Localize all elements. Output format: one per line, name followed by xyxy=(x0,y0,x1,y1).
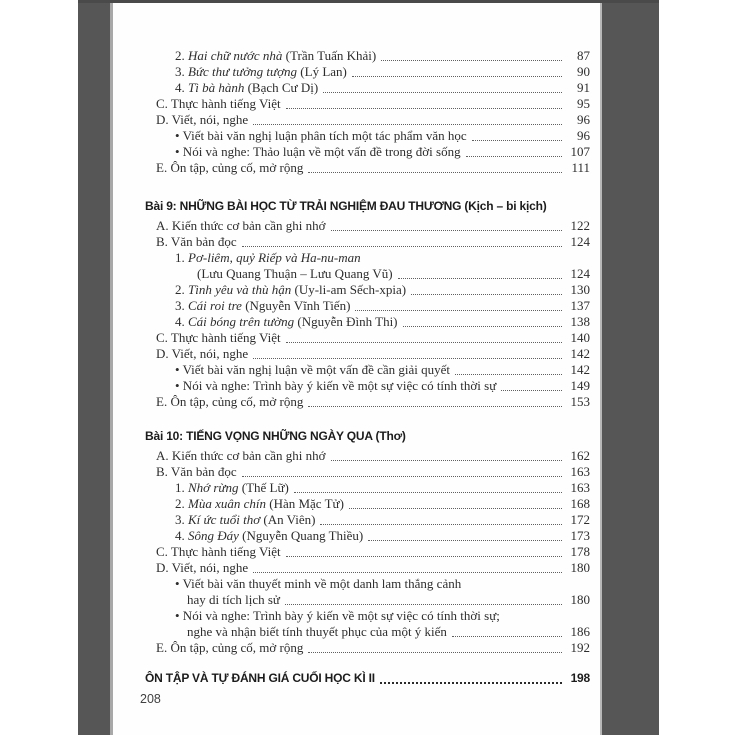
page-ref: 162 xyxy=(570,448,590,463)
page-ref: 90 xyxy=(577,64,590,79)
entry-label: • Viết bài văn nghị luận phân tích một tác phẩm văn học xyxy=(175,128,467,143)
toc-entry xyxy=(113,266,590,282)
toc-entry xyxy=(113,160,590,176)
entry-label: Bài 10: TIẾNG VỌNG NHỮNG NGÀY QUA (Thơ) xyxy=(145,429,406,443)
toc-entry xyxy=(113,282,590,298)
leader-dots xyxy=(349,508,562,509)
leader-dots xyxy=(286,342,562,343)
page-ref: 163 xyxy=(570,480,590,495)
page-number: 208 xyxy=(140,692,161,706)
page-ref: 149 xyxy=(570,378,590,393)
leader-dots xyxy=(286,556,562,557)
entry-label: 3. Cái roi tre (Nguyễn Vĩnh Tiến) xyxy=(175,298,351,313)
page-ref: 192 xyxy=(570,640,590,655)
leader-dots xyxy=(403,326,562,327)
toc-entry xyxy=(113,298,590,314)
leader-dots xyxy=(286,108,562,109)
entry-label: D. Viết, nói, nghe xyxy=(156,112,249,127)
page-ref: 168 xyxy=(570,496,590,511)
entry-label: D. Viết, nói, nghe xyxy=(156,346,249,361)
leader-dots xyxy=(455,374,562,375)
page-ref: 130 xyxy=(570,282,590,297)
toc-entry xyxy=(113,80,590,96)
entry-label: A. Kiến thức cơ bản cần ghi nhớ xyxy=(156,448,326,463)
entry-label: E. Ôn tập, củng cố, mở rộng xyxy=(156,160,304,175)
toc-entry xyxy=(113,330,590,346)
entry-label: • Viết bài văn nghị luận về một vấn đề cần giải quyết xyxy=(175,362,451,377)
toc-entry xyxy=(113,448,590,464)
leader-dots xyxy=(380,682,562,684)
entry-label: • Nói và nghe: Thảo luận về một vấn đề trong đời sống xyxy=(175,144,461,159)
page-ref: 180 xyxy=(570,560,590,575)
toc-entry xyxy=(113,128,590,144)
toc-list xyxy=(113,3,600,687)
entry-label: ÔN TẬP VÀ TỰ ĐÁNH GIÁ CUỐI HỌC KÌ II xyxy=(145,671,375,685)
toc-entry xyxy=(113,362,590,378)
leader-dots xyxy=(452,636,562,637)
page-ref: 107 xyxy=(570,144,590,159)
leader-dots xyxy=(253,124,562,125)
toc-entry xyxy=(113,608,590,624)
page-ref: 140 xyxy=(570,330,590,345)
entry-label: nghe và nhận biết tính thuyết phục của một ý kiến xyxy=(187,624,447,639)
page-ref: 142 xyxy=(570,346,590,361)
entry-label: 2. Mùa xuân chín (Hàn Mặc Tử) xyxy=(175,496,344,511)
entry-label: • Nói và nghe: Trình bày ý kiến về một sự việc có tính thời sự xyxy=(175,378,497,393)
leader-dots xyxy=(320,524,562,525)
entry-label: C. Thực hành tiếng Việt xyxy=(156,330,281,345)
leader-dots xyxy=(368,540,562,541)
entry-label: E. Ôn tập, củng cố, mở rộng xyxy=(156,640,304,655)
book-page-right-edge xyxy=(600,0,659,735)
leader-dots xyxy=(472,140,562,141)
toc-section-header xyxy=(113,428,590,445)
leader-dots xyxy=(331,460,562,461)
page-ref: 138 xyxy=(570,314,590,329)
page-ref: 172 xyxy=(570,512,590,527)
page-ref: 180 xyxy=(570,592,590,607)
entry-label: 3. Kí ức tuổi thơ (An Viên) xyxy=(175,512,316,527)
leader-dots xyxy=(242,246,562,247)
entry-label: • Viết bài văn thuyết minh về một danh lam thắng cảnh xyxy=(175,576,462,591)
page-ref: 95 xyxy=(577,96,590,111)
toc-entry xyxy=(113,640,590,656)
entry-label: 2. Hai chữ nước nhà (Trần Tuấn Khải) xyxy=(175,48,377,63)
toc-entry xyxy=(113,496,590,512)
toc-entry xyxy=(113,48,590,64)
leader-dots xyxy=(355,310,562,311)
toc-entry xyxy=(113,576,590,592)
entry-label: A. Kiến thức cơ bản cần ghi nhớ xyxy=(156,218,326,233)
page-ref: 198 xyxy=(570,671,590,685)
entry-label: 4. Cái bóng trên tường (Nguyễn Đình Thi) xyxy=(175,314,398,329)
page-ref: 124 xyxy=(570,266,590,281)
entry-label: C. Thực hành tiếng Việt xyxy=(156,96,281,111)
leader-dots xyxy=(308,406,562,407)
entry-label: B. Văn bản đọc xyxy=(156,464,237,479)
leader-dots xyxy=(398,278,562,279)
toc-entry xyxy=(113,378,590,394)
toc-section-header xyxy=(113,670,590,687)
entry-label: • Nói và nghe: Trình bày ý kiến về một sự việc có tính thời sự; xyxy=(175,608,500,623)
leader-dots xyxy=(352,76,562,77)
page-ref: 87 xyxy=(577,48,590,63)
toc-entry xyxy=(113,250,590,266)
entry-label: hay di tích lịch sử xyxy=(187,592,280,607)
toc-entry xyxy=(113,592,590,608)
entry-label: C. Thực hành tiếng Việt xyxy=(156,544,281,559)
entry-label: 2. Tình yêu và thù hận (Uy-li-am Sếch-xpia) xyxy=(175,282,407,297)
page-ref: 142 xyxy=(570,362,590,377)
book-top-edge xyxy=(78,0,659,3)
leader-dots xyxy=(253,358,562,359)
leader-dots xyxy=(331,230,562,231)
leader-dots xyxy=(381,60,562,61)
page-ref: 163 xyxy=(570,464,590,479)
toc-entry xyxy=(113,394,590,410)
leader-dots xyxy=(308,652,562,653)
entry-label: 1. Pơ-liêm, quỷ Riếp và Ha-nu-man xyxy=(175,250,361,265)
page-ref: 186 xyxy=(570,624,590,639)
book-spine-left-edge xyxy=(78,0,113,735)
page-ref: 96 xyxy=(577,112,590,127)
entry-label: 4. Sông Đáy (Nguyễn Quang Thiều) xyxy=(175,528,364,543)
toc-entry xyxy=(113,346,590,362)
toc-entry xyxy=(113,64,590,80)
page-ref: 178 xyxy=(570,544,590,559)
page-ref: 111 xyxy=(571,160,590,175)
leader-dots xyxy=(294,492,562,493)
toc-entry xyxy=(113,234,590,250)
leader-dots xyxy=(466,156,562,157)
toc-entry xyxy=(113,560,590,576)
entry-label: Bài 9: NHỮNG BÀI HỌC TỪ TRẢI NGHIỆM ĐAU THƯƠNG (Kịch – bi kịch) xyxy=(145,199,547,213)
page-ref: 153 xyxy=(570,394,590,409)
leader-dots xyxy=(285,604,562,605)
entry-label: E. Ôn tập, củng cố, mở rộng xyxy=(156,394,304,409)
leader-dots xyxy=(323,92,562,93)
entry-label: 4. Tì bà hành (Bạch Cư Dị) xyxy=(175,80,319,95)
toc-entry xyxy=(113,464,590,480)
page-ref: 96 xyxy=(577,128,590,143)
entry-label: (Lưu Quang Thuận – Lưu Quang Vũ) xyxy=(197,266,393,281)
toc-page xyxy=(113,3,600,735)
page-ref: 173 xyxy=(570,528,590,543)
toc-entry xyxy=(113,218,590,234)
toc-entry xyxy=(113,512,590,528)
toc-section-header xyxy=(113,198,590,215)
page-ref: 122 xyxy=(570,218,590,233)
leader-dots xyxy=(253,572,562,573)
toc-entry xyxy=(113,112,590,128)
leader-dots xyxy=(242,476,562,477)
toc-entry xyxy=(113,144,590,160)
entry-label: 1. Nhớ rừng (Thế Lữ) xyxy=(175,480,289,495)
leader-dots xyxy=(501,390,562,391)
toc-entry xyxy=(113,544,590,560)
toc-entry xyxy=(113,96,590,112)
entry-label: D. Viết, nói, nghe xyxy=(156,560,249,575)
page-ref: 91 xyxy=(577,80,590,95)
leader-dots xyxy=(308,172,562,173)
leader-dots xyxy=(411,294,562,295)
toc-entry xyxy=(113,624,590,640)
entry-label: B. Văn bản đọc xyxy=(156,234,237,249)
entry-label: 3. Bức thư tưởng tượng (Lý Lan) xyxy=(175,64,347,79)
toc-entry xyxy=(113,314,590,330)
page-ref: 137 xyxy=(570,298,590,313)
toc-entry xyxy=(113,528,590,544)
page-ref: 124 xyxy=(570,234,590,249)
toc-entry xyxy=(113,480,590,496)
